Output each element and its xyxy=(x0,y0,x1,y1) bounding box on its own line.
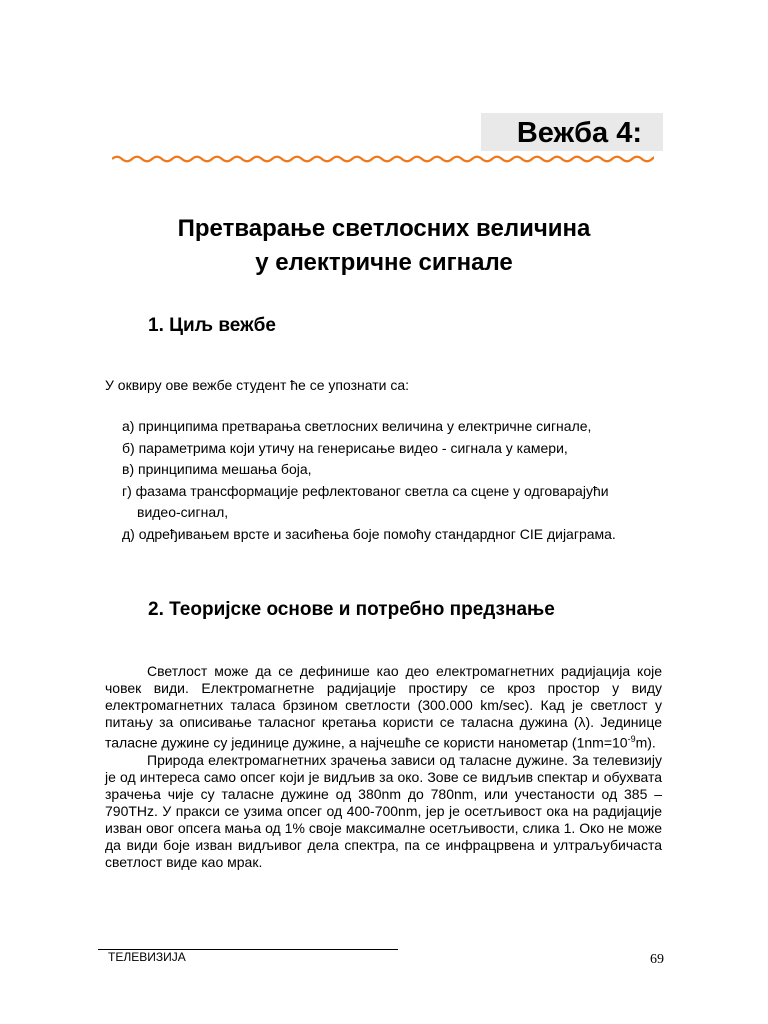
section-2-body xyxy=(105,663,662,871)
goals-list xyxy=(122,416,642,546)
section-2-heading: 2. Теоријске основе и потребно предзнање xyxy=(148,599,555,620)
exercise-label: Вежба 4: xyxy=(516,117,642,149)
footer-title: ТЕЛЕВИЗИЈА xyxy=(108,950,186,964)
paragraph-1-end: m). xyxy=(635,734,656,751)
paragraph-2: Природа електромагнетних зрачења зависи од таласне дужине. За телевизију је од интереса само опсег који је видљив за око. Зове се видљив спектар и обухвата зрачења чије су таласне дужине од 380nm до 780nm, или учестаности од 385 – 790THz. У пракси се узима опсег од 400-700nm, јер је осетљивост ока на радијације изван овог опсега мања од 1% своје максималне осетљивости, слика 1. Око не може да види боје изван видљивог дела спектра, па се инфрацрвена и ултраљубичаста светлост виде као мрак. xyxy=(105,751,662,870)
main-title-line-1: Претварање светлосних величина xyxy=(177,215,591,242)
list-item: в) принципима мешања боја, xyxy=(122,461,312,478)
list-item: д) одређивањем врсте и засићења боје помоћу стандардног CIE дијаграма. xyxy=(122,525,616,542)
page-number: 69 xyxy=(650,952,664,967)
main-title-line-2: у електричне сигнале xyxy=(255,249,513,276)
list-item: г) фазама трансформације рефлектованог светла са сцене у одговарајући видео-сигнал, xyxy=(122,482,609,521)
wavy-divider xyxy=(112,153,654,165)
section-1-heading: 1. Циљ вежбе xyxy=(148,315,276,336)
main-title xyxy=(84,212,684,280)
list-item: а) принципима претварања светлосних величина у електричне сигнале, xyxy=(122,418,592,434)
section-1-intro: У оквиру ове вежбе студент ће се упознати са: xyxy=(105,377,410,393)
paragraph-1-text: Светлост може да се дефинише као део електромагнетних радијација које човек види. Електромагнетне радијације простиру се кроз простор у виду електромагнетних таласа брзином светлости (300.000 km/sec). Кад је светлост у питању за описивање таласног кретања користи се таласна дужина (λ). Јединице таласне дужине су јединице дужине, а најчешће се користи нанометар (1nm=10 xyxy=(105,663,662,751)
paragraph-1 xyxy=(105,663,662,752)
exponent: -9 xyxy=(627,734,636,744)
list-item: б) параметрима који утичу на генерисање видео - сигнала у камери, xyxy=(122,439,568,456)
